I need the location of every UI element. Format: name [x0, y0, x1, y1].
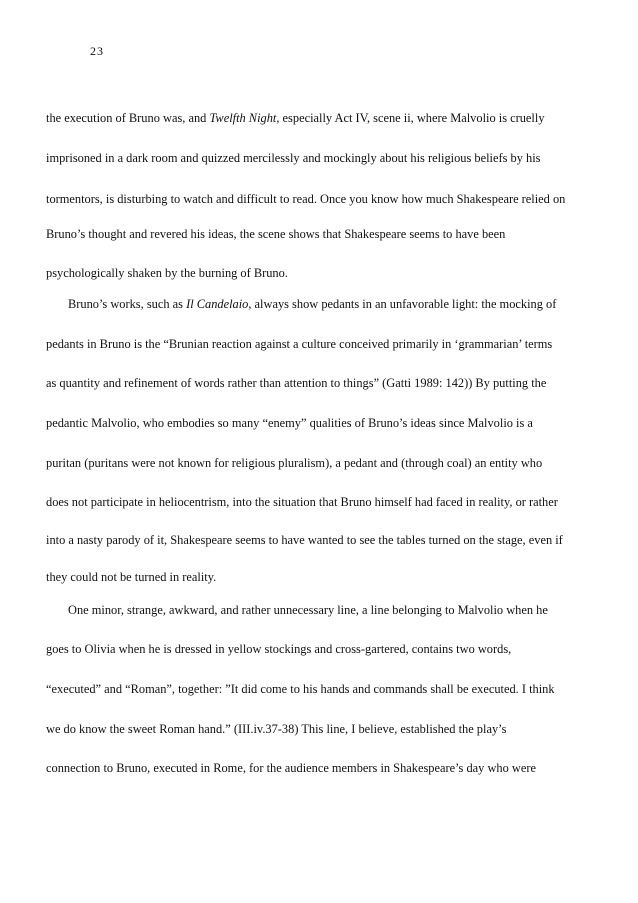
italic-title-twelfth-night: Twelfth Night: [209, 111, 277, 125]
text-line-7: pedants in Bruno is the “Brunian reaction against a culture conceived primarily in ‘grammarian’ terms: [46, 337, 553, 351]
text-line-17: we do know the sweet Roman hand.” (III.iv.37-38) This line, I believe, established the play’s: [46, 722, 507, 736]
text-line-16: “executed” and “Roman”, together: ”It did come to his hands and commands shall be executed. I think: [46, 682, 555, 696]
text-line-5: psychologically shaken by the burning of Bruno.: [46, 266, 288, 280]
text-run: the execution of Bruno was, and: [46, 111, 210, 125]
text-line-12: into a nasty parody of it, Shakespeare seems to have wanted to see the tables turned on the stage, even if: [46, 533, 563, 547]
text-line-4: Bruno’s thought and revered his ideas, the scene shows that Shakespeare seems to have been: [46, 227, 506, 241]
text-line-10: puritan (puritans were not known for religious pluralism), a pedant and (through coal) an entity who: [46, 456, 543, 470]
text-line-8: as quantity and refinement of words rather than attention to things” (Gatti 1989: 142)) By putting the: [46, 376, 547, 390]
text-line-15: goes to Olivia when he is dressed in yellow stockings and cross-gartered, contains two words,: [46, 642, 512, 656]
italic-title-il-candelaio: Il Candelaio: [186, 297, 249, 311]
text-run: , especially Act IV, scene ii, where Malvolio is cruelly: [276, 111, 545, 125]
text-line-3: tormentors, is disturbing to watch and difficult to read. Once you know how much Shakespeare relied on: [46, 192, 566, 206]
text-line-18: connection to Bruno, executed in Rome, for the audience members in Shakespeare’s day who were: [46, 761, 536, 775]
text-run: , always show pedants in an unfavorable light: the mocking of: [248, 297, 557, 311]
text-line-1: [46, 110, 545, 126]
text-line-14: One minor, strange, awkward, and rather unnecessary line, a line belonging to Malvolio when he: [68, 603, 548, 617]
text-line-2: imprisoned in a dark room and quizzed mercilessly and mockingly about his religious beliefs by his: [46, 151, 541, 165]
page-number: 23: [90, 44, 104, 58]
text-run: Bruno’s works, such as: [68, 297, 187, 311]
text-line-9: pedantic Malvolio, who embodies so many “enemy” qualities of Bruno’s ideas since Malvolio is a: [46, 416, 533, 430]
text-line-6: [68, 296, 556, 312]
text-line-11: does not participate in heliocentrism, into the situation that Bruno himself had faced in reality, or rather: [46, 495, 558, 509]
text-line-13: they could not be turned in reality.: [46, 570, 217, 584]
